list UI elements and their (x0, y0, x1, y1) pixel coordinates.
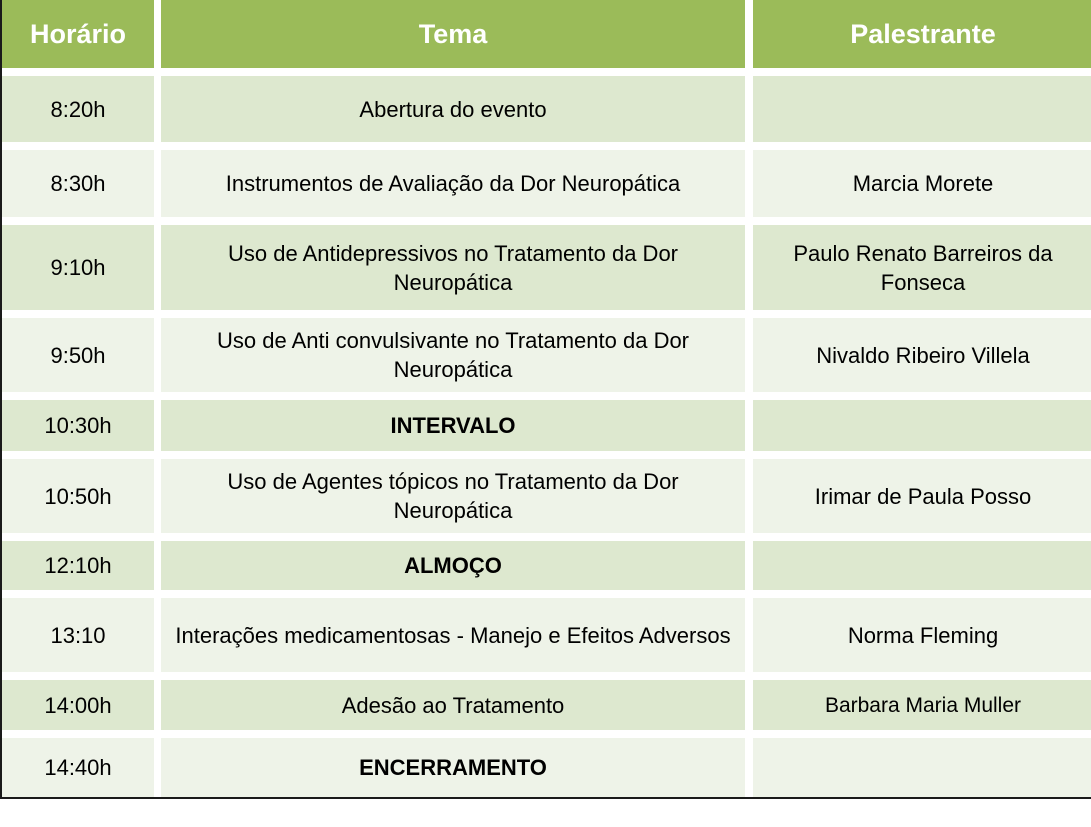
header-gap (154, 0, 161, 8)
row-horario: 10:50h (2, 459, 154, 533)
header-tema: Tema (161, 0, 745, 68)
row-horario: 13:10 (2, 598, 154, 672)
row-palestrante: Nivaldo Ribeiro Villela (753, 318, 1091, 392)
row-tema: Instrumentos de Avaliação da Dor Neuropática (161, 150, 745, 217)
row-horario: 8:20h (2, 76, 154, 142)
row-palestrante: Barbara Maria Muller (753, 680, 1091, 730)
row-horario: 14:00h (2, 680, 154, 730)
row-palestrante: Norma Fleming (753, 598, 1091, 672)
header-palestrante: Palestrante (753, 0, 1091, 68)
row-horario: 10:30h (2, 400, 154, 451)
row-tema: INTERVALO (161, 400, 745, 451)
row-palestrante: Paulo Renato Barreiros da Fonseca (753, 225, 1091, 310)
row-tema: Adesão ao Tratamento (161, 680, 745, 730)
row-palestrante (753, 738, 1091, 797)
row-tema: Uso de Anti convulsivante no Tratamento da Dor Neuropática (161, 318, 745, 392)
row-tema: Interações medicamentosas - Manejo e Efeitos Adversos (161, 598, 745, 672)
row-tema: Uso de Agentes tópicos no Tratamento da Dor Neuropática (161, 459, 745, 533)
row-palestrante (753, 76, 1091, 142)
row-horario: 9:10h (2, 225, 154, 310)
row-tema: Abertura do evento (161, 76, 745, 142)
row-tema: ALMOÇO (161, 541, 745, 590)
header-horario: Horário (2, 0, 154, 68)
row-tema: ENCERRAMENTO (161, 738, 745, 797)
row-horario: 9:50h (2, 318, 154, 392)
row-palestrante (753, 400, 1091, 451)
row-palestrante (753, 541, 1091, 590)
row-horario: 12:10h (2, 541, 154, 590)
row-horario: 8:30h (2, 150, 154, 217)
row-palestrante: Marcia Morete (753, 150, 1091, 217)
row-tema: Uso de Antidepressivos no Tratamento da Dor Neuropática (161, 225, 745, 310)
row-palestrante: Irimar de Paula Posso (753, 459, 1091, 533)
row-horario: 14:40h (2, 738, 154, 797)
